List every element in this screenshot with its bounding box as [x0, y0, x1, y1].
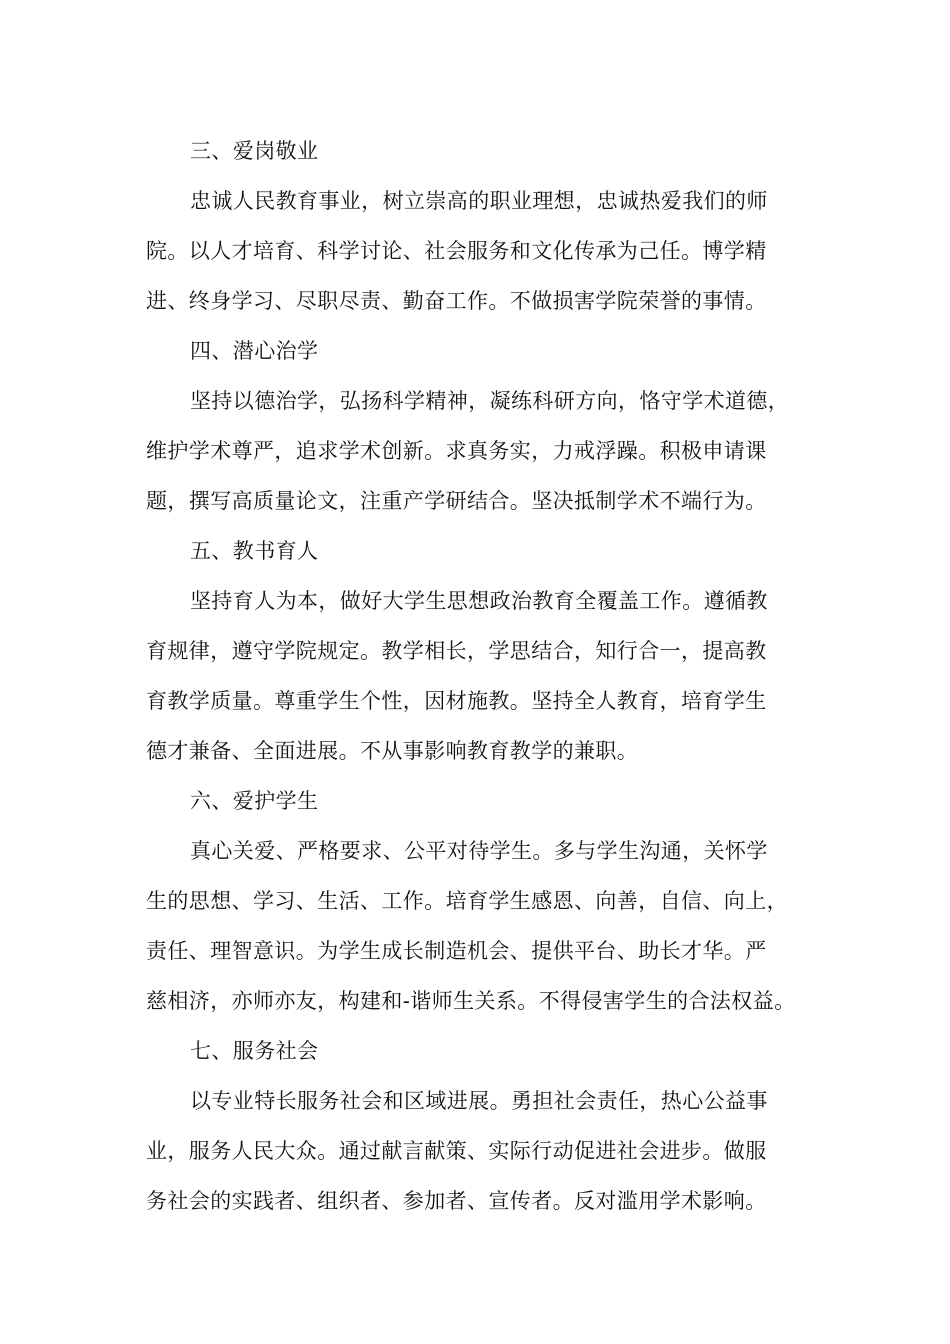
paragraph-line: 真心关爱、严格要求、公平对待学生。多与学生沟通，关怀学 — [190, 839, 768, 863]
paragraph-line: 以专业特长服务社会和区域进展。勇担社会责任，热心公益事 — [190, 1089, 768, 1113]
paragraph-line: 育规律，遵守学院规定。教学相长，学思结合，知行合一，提高教 — [146, 639, 767, 663]
paragraph-line: 德才兼备、全面进展。不从事影响教育教学的兼职。 — [146, 739, 639, 763]
paragraph-line: 坚持育人为本，做好大学生思想政治教育全覆盖工作。遵循教 — [190, 589, 768, 613]
section-heading-3: 三、爱岗敬业 — [190, 139, 319, 163]
paragraph-line: 坚持以德治学，弘扬科学精神，凝练科研方向，恪守学术道德， — [190, 389, 790, 413]
section-heading-5: 五、教书育人 — [190, 539, 319, 563]
section-heading-4: 四、潜心治学 — [190, 339, 319, 363]
paragraph-line: 务社会的实践者、组织者、参加者、宣传者。反对滥用学术影响。 — [146, 1189, 767, 1213]
paragraph-line: 进、终身学习、尽职尽责、勤奋工作。不做损害学院荣誉的事情。 — [146, 289, 767, 313]
paragraph-line: 题，撰写高质量论文，注重产学研结合。坚决抵制学术不端行为。 — [146, 489, 767, 513]
paragraph-line: 院。以人才培育、科学讨论、社会服务和文化传承为己任。博学精 — [146, 239, 767, 263]
paragraph-line: 育教学质量。尊重学生个性，因材施教。坚持全人教育，培育学生 — [146, 689, 767, 713]
paragraph-line: 慈相济，亦师亦友，构建和-谐师生关系。不得侵害学生的合法权益。 — [146, 989, 796, 1013]
paragraph-line: 维护学术尊严，追求学术创新。求真务实，力戒浮躁。积极申请课 — [146, 439, 767, 463]
paragraph-line: 责任、理智意识。为学生成长制造机会、提供平台、助长才华。严 — [146, 939, 767, 963]
paragraph-line: 生的思想、学习、生活、工作。培育学生感恩、向善，自信、向上， — [146, 889, 788, 913]
paragraph-line: 忠诚人民教育事业，树立崇高的职业理想，忠诚热爱我们的师 — [190, 189, 768, 213]
paragraph-line: 业，服务人民大众。通过献言献策、实际行动促进社会进步。做服 — [146, 1139, 767, 1163]
section-heading-6: 六、爱护学生 — [190, 789, 319, 813]
section-heading-7: 七、服务社会 — [190, 1039, 319, 1063]
